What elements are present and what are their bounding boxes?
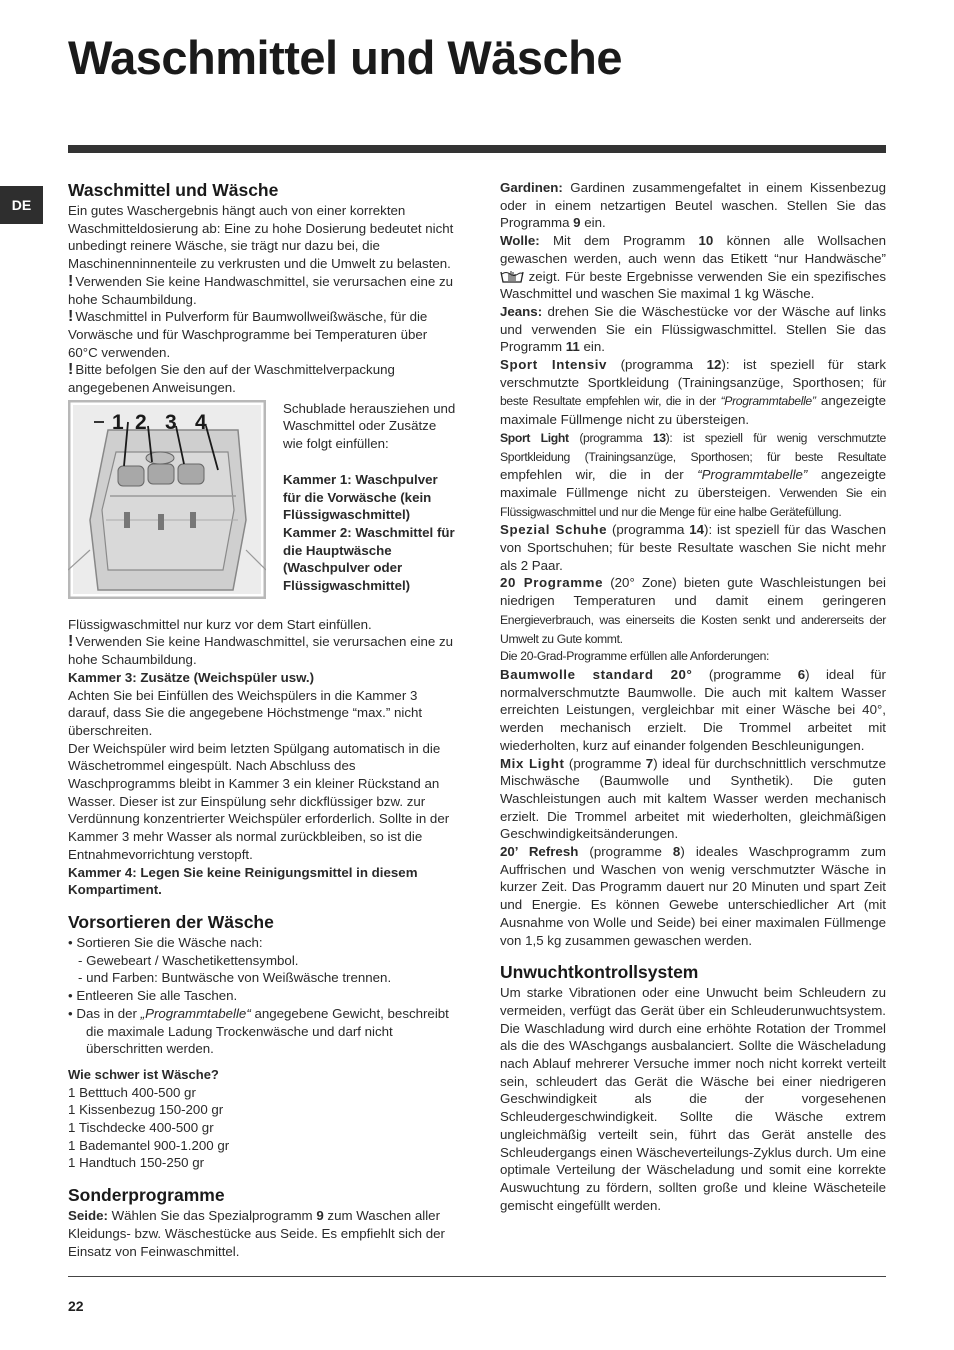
title-rule — [68, 145, 886, 153]
page-title: Waschmittel und Wäsche — [68, 31, 622, 84]
drawer-number-3: 3 — [165, 410, 177, 434]
warning-hand-detergent-2: ! Verwenden Sie keine Handwaschmittel, sie verursachen eine zu hohe Schaumbildung. — [68, 633, 454, 668]
list-item: 1 Handtuch 150-250 gr — [68, 1155, 205, 1171]
kammer-2-continued: Flüssigwaschmittel nur kurz vor dem Start einfüllen. — [68, 616, 372, 632]
hand-wash-icon — [500, 269, 524, 283]
language-tab: DE — [0, 186, 43, 224]
drawer-number-1: 1 — [112, 410, 124, 434]
exclamation-icon: ! — [68, 633, 74, 651]
right-column — [500, 179, 886, 1214]
drawer-number-4: 4 — [195, 410, 207, 434]
kammer-4-text: Kammer 4: Legen Sie keine Reinigungsmittel in diesem Kompartiment. — [68, 864, 418, 898]
seide-paragraph: Seide: Wählen Sie das Spezialprogramm 9 zum Waschen aller Kleidungs- bzw. Wäschestücke aus Seide. Es empfiehlt sich der Einsatz von Feinwaschmittel. — [68, 1208, 445, 1259]
jeans-paragraph: Jeans: drehen Sie die Wäschestücke vor der Wäsche auf links und verwenden Sie ein Flüssigwaschmittel. Stellen Sie das Programm 11 ein. — [500, 303, 886, 355]
20-programme-note: Die 20-Grad-Programme erfüllen alle Anforderungen: — [500, 649, 770, 664]
section-heading-detergent: Waschmittel und Wäsche — [68, 180, 279, 200]
list-item: 1 Betttuch 400-500 gr — [68, 1084, 196, 1100]
kammer-3-paragraph-1: Achten Sie bei Einfüllen des Weichspülers in die Kammer 3 darauf, dass Sie die angegebene Höchstmenge “max.” nicht überschreiten. — [68, 687, 423, 738]
presort-bullet-3: • Das in der „Programmtabelle“ angegebene Gewicht, beschreibt die maximale Ladung Trockenwäsche und darf nicht überschritten werden. — [68, 1005, 449, 1057]
gardinen-paragraph: Gardinen: Gardinen zusammengefaltet in einem Kissenbezug oder in einem netzartigen Beutel waschen. Stellen Sie das Programma 9 ein. — [500, 180, 886, 231]
intro-paragraph: Ein gutes Waschergebnis hängt auch von einer korrekten Waschmitteldosierung ab: Eine zu hohe Dosierung bedeutet nicht unbedingt reinere Wäsche, sie trägt nur dazu bei, die Maschinenninnenteile zu verkrusten und die Umwelt zu belasten. — [68, 203, 454, 272]
kammer-3-heading: Kammer 3: Zusätze (Weichspüler usw.) — [68, 669, 315, 685]
drawer-block — [68, 400, 458, 616]
drawer-intro: Schublade herausziehen und Waschmittel oder Zusätze wie folgt einfüllen: — [283, 400, 456, 452]
list-item: 1 Bademantel 900-1.200 gr — [68, 1137, 230, 1153]
drawer-text — [283, 400, 458, 595]
20-programme-paragraph: 20 Programme (20° Zone) bieten gute Waschleistungen bei niedrigen Temperaturen und damit einem geringeren Energieverbrauch, was einerseits die Kosten senkt und andererseits der Umwelt zu Gute kommt. — [500, 575, 886, 646]
footer-rule — [68, 1276, 886, 1277]
warning-powder: ! Waschmittel in Pulverform für Baumwollweißwäsche, für die Vorwäsche und für Waschprogramme bei Temperaturen über 60°C verwenden. — [68, 308, 428, 360]
unbalance-paragraph: Um starke Vibrationen oder eine Unwucht beim Schleudern zu vermeiden, verfügt das Gerät über ein Schleuderunwuchtsystem. Die Waschladung wird durch eine erhöhte Rotation der Trommel als die des WAschgangs ausbalanciert. Sollte die Wäscheladung nach Ablauf mehrerer Versuche immer noch nicht korrekt verteilt sein, schleudert das Gerät die Wäsche bei einer niedrigeren Geschwindigkeit als die der vorgesehenen Schleudergeschwindigkeit. Sollte die Wäsche extrem ungleichmäßig verteilt sein, führt das Gerät anstelle des Schleudergangs einen Wäscheverteilungs-Zyklus durch. Um eine optimale Verteilung der Wäscheladung und somit eine korrekte Auswuchtung zu fördern, sollten große und kleine Wäscheteile gemischt eingefüllt werden. — [500, 985, 886, 1213]
kammer-2-text: Kammer 2: Waschmittel für die Hauptwäsche (Waschpulver oder Flüssigwaschmittel) — [283, 524, 455, 594]
wolle-paragraph: Wolle: Mit dem Programm 10 können alle Wollsachen gewaschen werden, auch wenn das Etikett “nur Handwäsche” zeigt. Für beste Ergebnisse verwenden Sie ein spezifisches Waschmittel und waschen Sie maximal 1 kg Wäsche. — [500, 233, 886, 302]
presort-dash-2: - und Farben: Buntwäsche von Weißwäsche trennen. — [78, 970, 392, 986]
presort-bullet-1: • Sortieren Sie die Wäsche nach: — [68, 934, 263, 950]
baumwolle-paragraph: Baumwolle standard 20° (programme 6) ideal für normalverschmutzte Baumwolle. Die auch mit kaltem Wasser erreichten Leistungen, vergleichbar mit einer Wäsche bei 40°, werden mechanisch erzielt. Die Trommel arbeitet mit wiederholten, kurz auf einander folgenden Beschleunigungen. — [500, 666, 886, 753]
refresh-paragraph: 20’ Refresh (programme 8) ideales Waschprogramm zum Auffrischen und Waschen von wenig verschmutzter Wäsche in kurzer Zeit. Das Programm dauert nur 20 Minuten und spart Zeit und Energie. Es können Gewebe unterschiedlicher Art (mit Ausnahme von Wolle und Seide) bei einer maximalen Füllmenge von 1,5 kg zusammen gewaschen werden. — [500, 844, 886, 948]
drawer-number-2: 2 — [135, 410, 147, 434]
list-item: 1 Tischdecke 400-500 gr — [68, 1120, 214, 1136]
exclamation-icon: ! — [68, 361, 74, 379]
left-column — [68, 179, 458, 1260]
sport-light-paragraph: Sport Light (programma 13): ist speziell für wenig verschmutzte Sportkleidung (Trainingsanzüge, Sporthosen; für beste Resultate empfehlen wir, die in der “Programmtabelle” angezeigte maximale Füllmenge nicht zu übersteigen. Verwenden Sie ein Flüssigwaschmittel und nur die Menge für eine halbe Gerätefüllung. — [500, 430, 886, 519]
page-number: 22 — [68, 1298, 84, 1314]
kammer-3-paragraph-2: Der Weichspüler wird beim letzten Spülgang automatisch in die Wäschetrommel eingespült. Nach Abschluss des Waschprogramms bleibt in Kammer 3 ein kleiner Rückstand an Wasser. Dieser ist zur Einspülung sehr dickflüssiger bzw. zur Verdünnung konzentrierter Weichspüler erforderlich. Sollte in der Kammer 3 mehr Wasser als normal zurückbleiben, so ist die Entnahmevorrichtung verstopft. — [68, 740, 450, 862]
mix-light-paragraph: Mix Light (programme 7) ideal für durchschnittlich verschmutze Mischwäsche (Baumwolle und Synthetik). Die guten Waschleistungen auch mit kaltem Wasser werden mechanisch erzielt. Die Trommel arbeitet mit wiederholten, gleichmäßigen Geschwindigkeitsänderungen. — [500, 755, 886, 842]
section-heading-unbalance: Unwuchtkontrollsystem — [500, 962, 699, 983]
presort-dash-1: - Gewebeart / Waschetikettensymbol. — [78, 952, 299, 968]
list-item: 1 Kissenbezug 150-200 gr — [68, 1102, 224, 1118]
spezial-schuhe-paragraph: Spezial Schuhe (programma 14): ist speziell für das Waschen von Sportschuhen; für beste Resultate waschen Sie nicht mehr als 2 Paar. — [500, 522, 886, 573]
warning-hand-detergent: ! Verwenden Sie keine Handwaschmittel, sie verursachen eine zu hohe Schaumbildung. — [68, 272, 454, 307]
warning-instructions: ! Bitte befolgen Sie den auf der Waschmittelverpackung angegebenen Anweisungen. — [68, 361, 395, 396]
exclamation-icon: ! — [68, 272, 74, 290]
exclamation-icon: ! — [68, 308, 74, 326]
presort-bullet-2: • Entleeren Sie alle Taschen. — [68, 988, 238, 1004]
kammer-1-text: Kammer 1: Waschpulver für die Vorwäsche (kein Flüssigwaschmittel) — [283, 471, 438, 523]
weight-heading: Wie schwer ist Wäsche? — [68, 1066, 219, 1082]
section-heading-presort: Vorsortieren der Wäsche — [68, 911, 274, 932]
detergent-drawer-illustration — [68, 400, 266, 599]
section-heading-special-programs: Sonderprogramme — [68, 1185, 225, 1206]
sport-intensiv-paragraph: Sport Intensiv (programma 12): ist speziell für stark verschmutzte Sportkleidung (Trainingsanzüge, Sporthosen; für beste Resultate empfehlen wir, die in der “Programmtabelle” angezeigte maximale Füllmenge nicht zu übersteigen. — [500, 357, 886, 428]
weight-list — [68, 1084, 458, 1173]
